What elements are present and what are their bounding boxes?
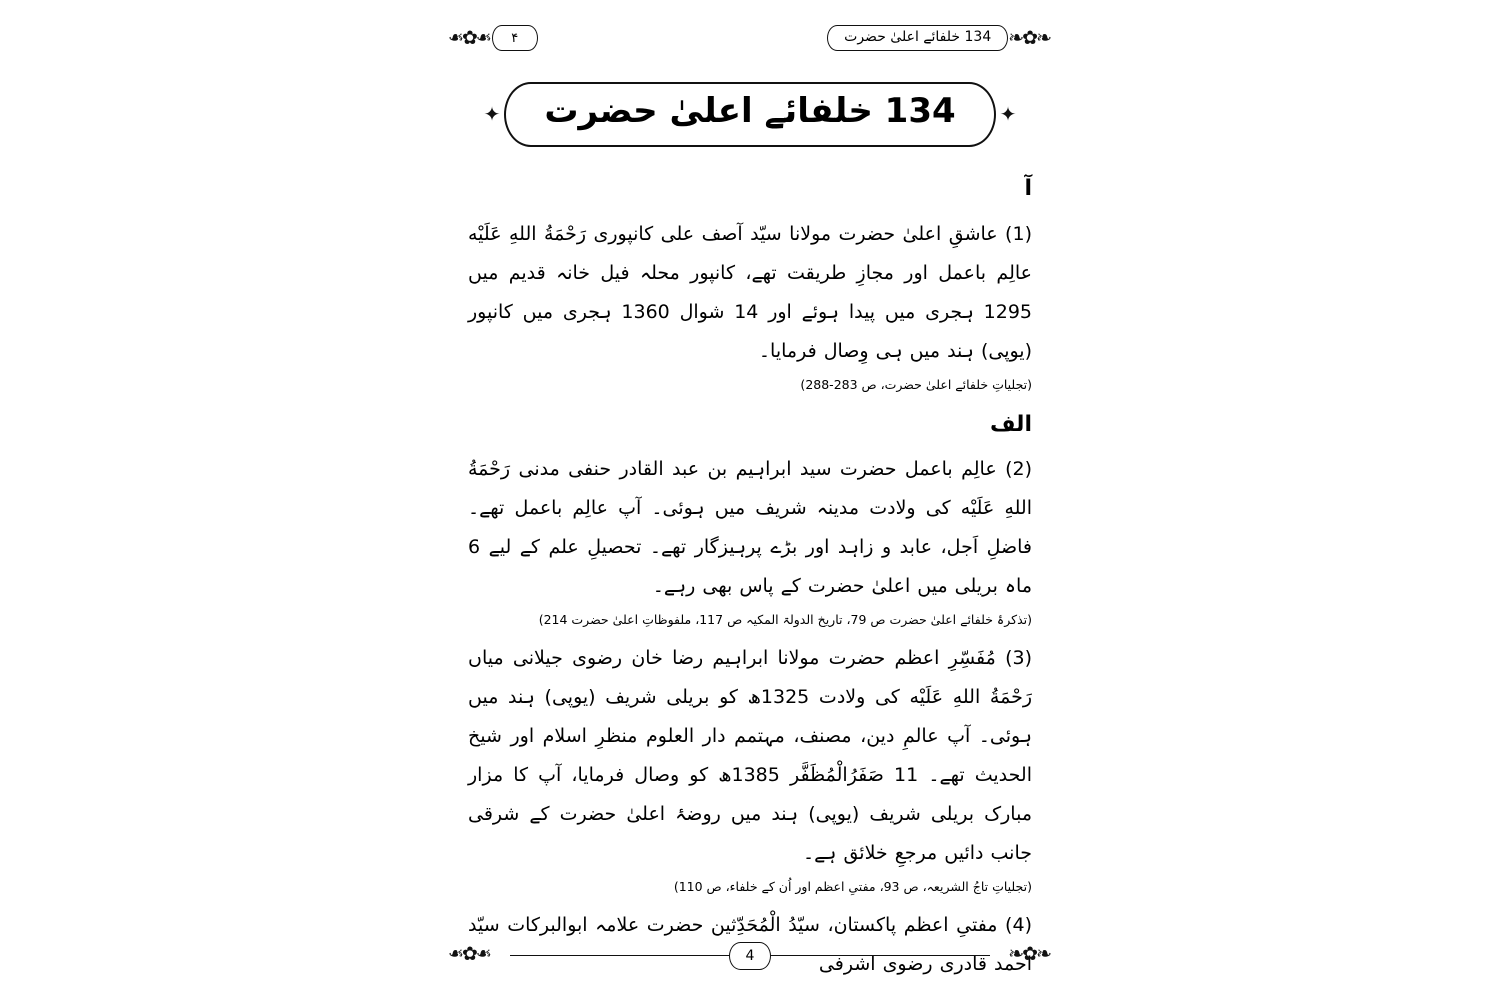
header-rule (510, 55, 990, 56)
section-heading-aa: آ (1024, 176, 1032, 201)
page-header (450, 18, 1050, 58)
chapter-title-wrap (450, 82, 1050, 147)
page-sheet (450, 0, 1050, 1000)
entry-citation: (تذکرۂ خلفائے اعلیٰ حضرت ص 79، تاریخ الدولۃ المکیہ ص 117، ملفوظاتِ اعلیٰ حضرت 214) (538, 612, 1032, 628)
header-ornament-left: ❧✿❧ (450, 26, 492, 49)
header-title: 134 خلفائے اعلیٰ حضرت (827, 25, 1008, 51)
entry-paragraph: (2) عالِم باعمل حضرت سید ابراہیم بن عبد القادر حنفی مدنی رَحْمَةُ اللهِ عَلَيْه کی ولادت مدینہ شریف میں ہوئی۔ آپ عالِم باعمل تھے۔ فاضلِ اَجل، عابد و زاہد اور بڑے پرہیزگار تھے۔ تحصیلِ علم کے لیے 6 ماہ بریلی میں اعلیٰ حضرت کے پاس بھی رہے۔ (468, 458, 1032, 598)
entry-citation: (تجلیاتِ خلفائے اعلیٰ حضرت، ص 283-288) (800, 376, 1032, 392)
entry-paragraph: (4) مفتیِ اعظم پاکستان، سیّدُ الْمُحَدِّثین حضرت علامہ ابوالبرکات سیّد احمد قادری رضوی اشرفی (468, 914, 1032, 976)
section-heading-alif: الف (989, 411, 1032, 437)
page-body (468, 160, 1032, 986)
footer-page-number: 4 (729, 942, 771, 970)
entry-citation: (تجلیاتِ تاجُ الشریعہ، ص 93، مفتیِ اعظم اور اُن کے خلفاء، ص 110) (673, 878, 1032, 894)
title-ornament-left: ✦ (483, 102, 501, 127)
entry-paragraph: (1) عاشقِ اعلیٰ حضرت مولانا سیّد آصف علی کانپوری رَحْمَةُ اللهِ عَلَيْه عالِم باعمل اور مجازِ طریقت تھے، کانپور محلہ فیل خانہ قدیم میں 1295 ہجری میں پیدا ہوئے اور 14 شوال 1360 ہجری میں کانپور (یوپی) ہند میں ہی وِصال فرمایا۔ (468, 222, 1032, 362)
header-page-number: ۴ (492, 25, 538, 51)
title-ornament-right: ✦ (999, 102, 1017, 127)
entry-paragraph: (3) مُفَسِّرِ اعظم حضرت مولانا ابراہیم رضا خان رضوی جیلانی میاں رَحْمَةُ اللهِ عَلَيْه کی ولادت 1325ھ کو بریلی شریف (یوپی) ہند میں ہوئی۔ آپ عالمِ دین، مصنف، مہتمم دار العلوم منظرِ اسلام اور شیخ الحدیث تھے۔ 11 صَفَرُالْمُظَفَّر 1385ھ کو وصال فرمایا، آپ کا مزار مبارک بریلی شریف (یوپی) ہند میں روضۂ اعلیٰ حضرت کے شرقی جانب دائیں مرجعِ خلائق ہے۔ (468, 647, 1032, 865)
footer-ornament-right: ❧✿❧ (1008, 942, 1050, 965)
header-ornament-right: ❧✿❧ (1008, 26, 1050, 49)
page-title: 134 خلفائے اعلیٰ حضرت (504, 82, 995, 147)
footer-ornament-left: ❧✿❧ (450, 942, 492, 965)
